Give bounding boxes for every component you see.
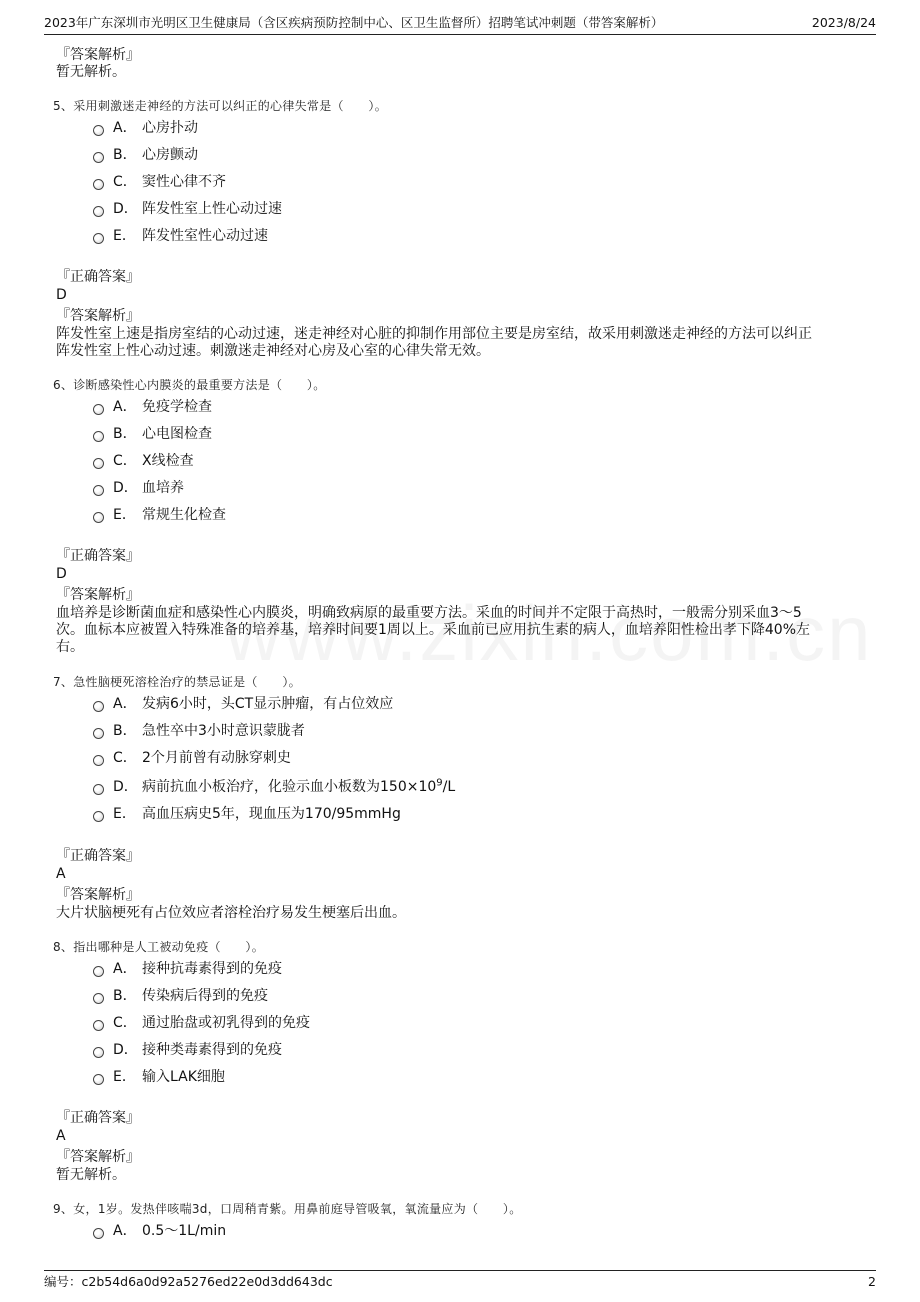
option-d[interactable]: D． 血培养 <box>93 479 184 497</box>
correct-answer: A <box>56 866 66 882</box>
analysis-line: 次。血标本应被置入特殊准备的培养基，培养时间要1周以上。采血前已应用抗生素的病人，血培养阳性检出孝下降40%左 <box>56 622 811 638</box>
radio-icon[interactable] <box>93 728 104 739</box>
option-d[interactable]: D． 病前抗血小板治疗，化验示血小板数为$150\times 10^9/L$ <box>93 778 455 796</box>
page-number: 2 <box>868 1274 876 1289</box>
option-d[interactable]: D． 接种类毒素得到的免疫 <box>93 1041 282 1059</box>
radio-icon[interactable] <box>93 512 104 523</box>
radio-icon[interactable] <box>93 206 104 217</box>
radio-icon[interactable] <box>93 811 104 822</box>
q4-analysis-label: 『答案解析』 <box>56 47 140 63</box>
option-c[interactable]: C． 2个月前曾有动脉穿刺史 <box>93 749 291 767</box>
radio-icon[interactable] <box>93 179 104 190</box>
radio-icon[interactable] <box>93 1047 104 1058</box>
document-date: 2023/8/24 <box>811 15 876 30</box>
correct-answer-label: 『正确答案』 <box>56 269 140 285</box>
option-e[interactable]: E． 阵发性室性心动过速 <box>93 227 268 245</box>
radio-icon[interactable] <box>93 1020 104 1031</box>
option-b[interactable]: B． 急性卒中3小时意识蒙胧者 <box>93 722 305 740</box>
analysis-line: 血培养是诊断菌血症和感染性心内膜炎，明确致病原的最重要方法。采血的时间并不定限于高热时，一般需分别采血3～5 <box>56 605 802 621</box>
radio-icon[interactable] <box>93 966 104 977</box>
q4-analysis-text: 暂无解析。 <box>56 64 126 80</box>
question-title: 8、指出哪种是人工被动免疫（ ）。 <box>53 940 265 954</box>
radio-icon[interactable] <box>93 784 104 795</box>
analysis-label: 『答案解析』 <box>56 887 140 903</box>
document-title: 2023年广东深圳市光明区卫生健康局（含区疾病预防控制中心、区卫生监督所）招聘笔试冲刺题（带答案解析） <box>44 15 664 30</box>
option-c[interactable]: C． 窦性心律不齐 <box>93 173 226 191</box>
correct-answer: D <box>56 566 67 582</box>
analysis-label: 『答案解析』 <box>56 587 140 603</box>
option-b[interactable]: B． 传染病后得到的免疫 <box>93 987 268 1005</box>
option-a[interactable]: A． 0.5～1L/min <box>93 1222 226 1240</box>
radio-icon[interactable] <box>93 993 104 1004</box>
option-a[interactable]: A． 免疫学检查 <box>93 398 212 416</box>
correct-answer-label: 『正确答案』 <box>56 848 140 864</box>
correct-answer: A <box>56 1128 66 1144</box>
radio-icon[interactable] <box>93 458 104 469</box>
option-e[interactable]: E． 输入LAK细胞 <box>93 1068 225 1086</box>
question-title: 7、急性脑梗死溶栓治疗的禁忌证是（ ）。 <box>53 675 301 689</box>
document-code: 编号：c2b54d6a0d92a5276ed22e0d3dd643dc <box>44 1274 333 1289</box>
option-e[interactable]: E． 常规生化检查 <box>93 506 226 524</box>
analysis-line: 右。 <box>56 639 84 655</box>
radio-icon[interactable] <box>93 404 104 415</box>
page-footer <box>44 1270 876 1293</box>
analysis-label: 『答案解析』 <box>56 308 140 324</box>
radio-icon[interactable] <box>93 125 104 136</box>
analysis-line: 阵发性室上性心动过速。刺激迷走神经对心房及心室的心律失常无效。 <box>56 343 490 359</box>
radio-icon[interactable] <box>93 485 104 496</box>
option-d[interactable]: D． 阵发性室上性心动过速 <box>93 200 282 218</box>
page-header <box>44 14 876 35</box>
option-b[interactable]: B． 心房颤动 <box>93 146 198 164</box>
radio-icon[interactable] <box>93 431 104 442</box>
correct-answer-label: 『正确答案』 <box>56 548 140 564</box>
radio-icon[interactable] <box>93 755 104 766</box>
radio-icon[interactable] <box>93 1074 104 1085</box>
analysis-label: 『答案解析』 <box>56 1149 140 1165</box>
question-title: 6、诊断感染性心内膜炎的最重要方法是（ ）。 <box>53 378 326 392</box>
analysis-line: 阵发性室上速是指房室结的心动过速，迷走神经对心脏的抑制作用部位主要是房室结，故采用刺激迷走神经的方法可以纠正 <box>56 326 812 342</box>
radio-icon[interactable] <box>93 701 104 712</box>
analysis-line: 大片状脑梗死有占位效应者溶栓治疗易发生梗塞后出血。 <box>56 905 406 921</box>
option-a[interactable]: A． 发病6小时，头CT显示肿瘤，有占位效应 <box>93 695 393 713</box>
radio-icon[interactable] <box>93 152 104 163</box>
question-title: 5、采用刺激迷走神经的方法可以纠正的心律失常是（ ）。 <box>53 99 388 113</box>
option-b[interactable]: B． 心电图检查 <box>93 425 212 443</box>
option-a[interactable]: A． 心房扑动 <box>93 119 198 137</box>
radio-icon[interactable] <box>93 1228 104 1239</box>
correct-answer-label: 『正确答案』 <box>56 1110 140 1126</box>
option-e[interactable]: E． 高血压病史5年，现血压为170/95mmHg <box>93 805 401 823</box>
radio-icon[interactable] <box>93 233 104 244</box>
analysis-line: 暂无解析。 <box>56 1167 126 1183</box>
option-c[interactable]: C． 通过胎盘或初乳得到的免疫 <box>93 1014 310 1032</box>
question-title: 9、女，1岁。发热伴咳喘3d，口周稍青紫。用鼻前庭导管吸氧，氧流量应为（ ）。 <box>53 1202 522 1216</box>
option-a[interactable]: A． 接种抗毒素得到的免疫 <box>93 960 282 978</box>
option-c[interactable]: C． X线检查 <box>93 452 194 470</box>
correct-answer: D <box>56 287 67 303</box>
